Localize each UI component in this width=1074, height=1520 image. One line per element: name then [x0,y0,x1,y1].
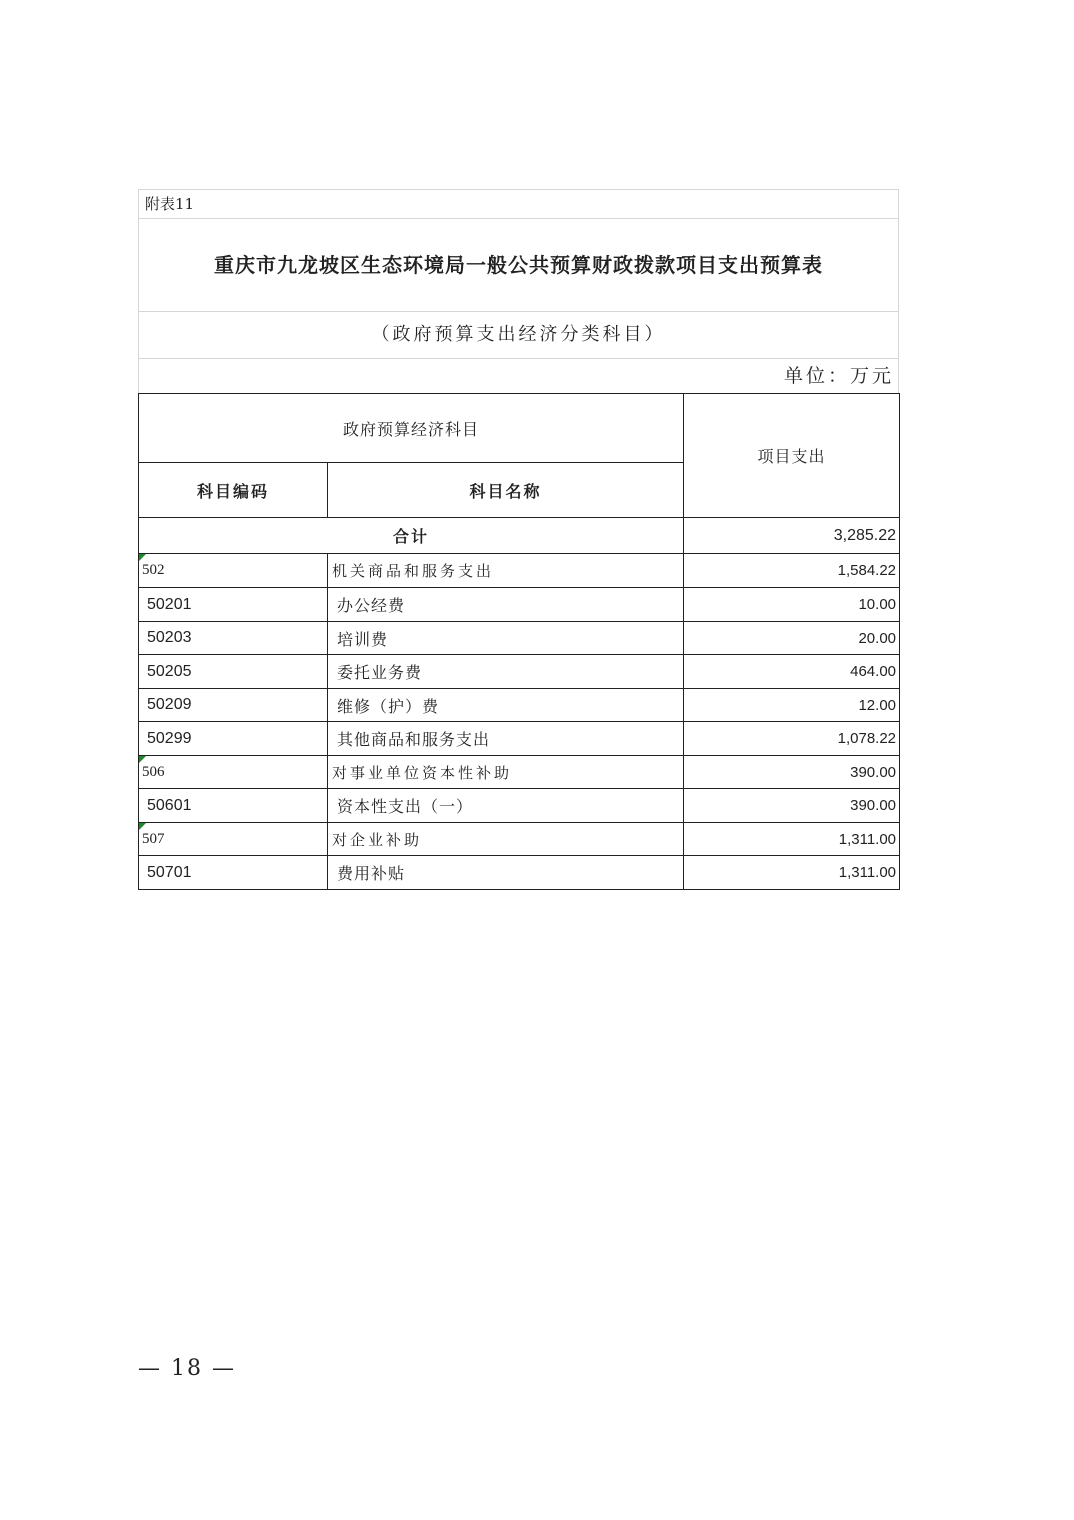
total-value: 3,285.22 [684,518,900,554]
unit-label: 单位：万元 [138,358,899,393]
appendix-label: 附表11 [138,189,899,218]
row-code: 50209 [139,689,328,722]
table-row [139,588,900,622]
total-label: 合计 [139,518,684,554]
row-code: 50201 [139,588,328,622]
table-row [139,756,900,789]
row-code: 50299 [139,722,328,756]
table-row [139,856,900,890]
budget-table [138,393,900,890]
table-row [139,622,900,655]
row-name: 维修（护）费 [328,689,684,722]
table-row [139,655,900,689]
row-amount: 464.00 [684,655,900,689]
row-amount: 10.00 [684,588,900,622]
row-amount: 1,311.00 [684,856,900,890]
row-name: 其他商品和服务支出 [328,722,684,756]
header-name: 科目名称 [328,463,684,518]
budget-sheet [138,189,899,890]
table-row [139,554,900,588]
header-amount: 项目支出 [684,394,900,518]
row-code: 50601 [139,789,328,823]
row-amount: 390.00 [684,789,900,823]
row-name: 培训费 [328,622,684,655]
row-code: 507 [139,823,328,856]
row-name: 机关商品和服务支出 [328,554,684,588]
row-amount: 390.00 [684,756,900,789]
page-title: 重庆市九龙坡区生态环境局一般公共预算财政拨款项目支出预算表 [138,218,899,311]
row-code: 502 [139,554,328,588]
row-code: 50701 [139,856,328,890]
row-name: 对事业单位资本性补助 [328,756,684,789]
table-row [139,823,900,856]
cell-marker-icon [139,756,146,763]
row-code: 506 [139,756,328,789]
row-amount: 1,311.00 [684,823,900,856]
row-amount: 12.00 [684,689,900,722]
row-name: 费用补贴 [328,856,684,890]
row-name: 对企业补助 [328,823,684,856]
subtitle: （政府预算支出经济分类科目） [138,311,899,358]
row-name: 委托业务费 [328,655,684,689]
row-amount: 1,078.22 [684,722,900,756]
cell-marker-icon [139,554,146,561]
row-code: 50205 [139,655,328,689]
row-amount: 20.00 [684,622,900,655]
table-row [139,722,900,756]
header-group: 政府预算经济科目 [139,394,684,463]
page-number: — 18 — [138,1356,236,1381]
row-name: 办公经费 [328,588,684,622]
row-code: 50203 [139,622,328,655]
header-code: 科目编码 [139,463,328,518]
table-row [139,689,900,722]
cell-marker-icon [139,823,146,830]
row-amount: 1,584.22 [684,554,900,588]
row-name: 资本性支出（一） [328,789,684,823]
table-row [139,789,900,823]
